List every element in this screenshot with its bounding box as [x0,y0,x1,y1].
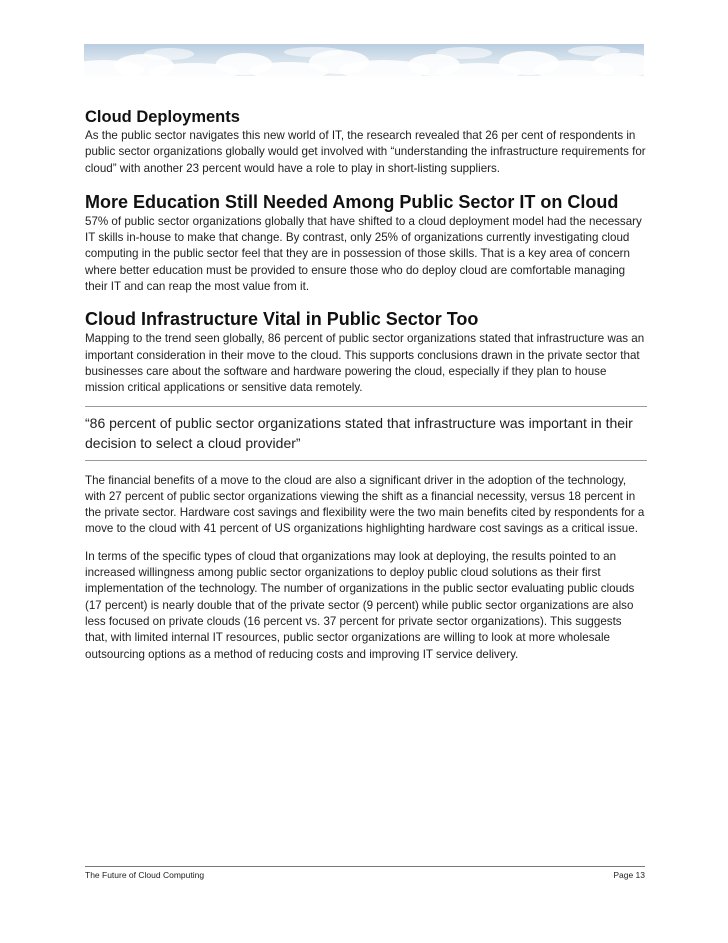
section-heading: More Education Still Needed Among Public Sector IT on Cloud [85,191,619,212]
footer-page-number: Page 13 [613,870,645,880]
cloud-sky-illustration [84,44,644,76]
footer-document-title: The Future of Cloud Computing [85,870,205,880]
page-footer [85,866,645,880]
section-more-education [85,191,647,295]
section-heading: Cloud Infrastructure Vital in Public Sector Too [85,309,479,330]
header-banner-image [84,44,644,76]
section-cloud-infrastructure [85,308,647,396]
section-paragraph: 57% of public sector organizations globally that have shifted to a cloud deployment model had the necessary IT skills in-house to make that change. By contrast, only 25% of organizations currently investigating cloud computing in the public sector feel that they are in possession of those skills. That is a key area of concern where better education must be provided to ensure those who do deploy cloud are comfortable managing their IT and can reap the most value from it. [85,214,642,294]
body-paragraph: In terms of the specific types of cloud that organizations may look at deploying, the results pointed to an increased willingness among public sector organizations to deploy public cloud solutions as their first implementation of the technology. The number of organizations in the public sector evaluating public clouds (17 percent) is nearly double that of the private sector (9 percent) while public sector organizations are also less focused on private clouds (16 percent vs. 37 percent for private sector organizations). This suggests that, with limited internal IT resources, public sector organizations are willing to look at more wholesale outsourcing options as a method of reducing costs and improving IT service delivery. [85,549,635,661]
body-paragraph: The financial benefits of a move to the cloud are also a significant driver in the adoption of the technology, with 27 percent of public sector organizations viewing the shift as a financial necessity, versus 18 percent in the private sector. Hardware cost savings and flexibility were the two main benefits cited by respondents for a move to the cloud with 41 percent of US organizations highlighting hardware cost savings as a critical issue. [85,473,645,536]
section-paragraph: As the public sector navigates this new world of IT, the research revealed that 26 per cent of respondents in public sector organizations globally would get involved with “understanding the infrastructure requirements for cloud” with another 23 percent would have a role to play in short-listing suppliers. [85,129,646,175]
section-cloud-deployments [85,106,647,177]
pull-quote [85,406,647,461]
section-heading: Cloud Deployments [85,108,240,126]
pull-quote-text: “86 percent of public sector organizations stated that infrastructure was important in their decision to select a cloud provider” [85,414,633,451]
page-content [85,106,647,663]
section-paragraph: Mapping to the trend seen globally, 86 percent of public sector organizations stated that infrastructure was an important consideration in their move to the cloud. This supports conclusions drawn in the private sector that businesses care about the software and hardware powering the cloud, especially if they plan to house mission critical applications or sensitive data remotely. [85,332,645,395]
